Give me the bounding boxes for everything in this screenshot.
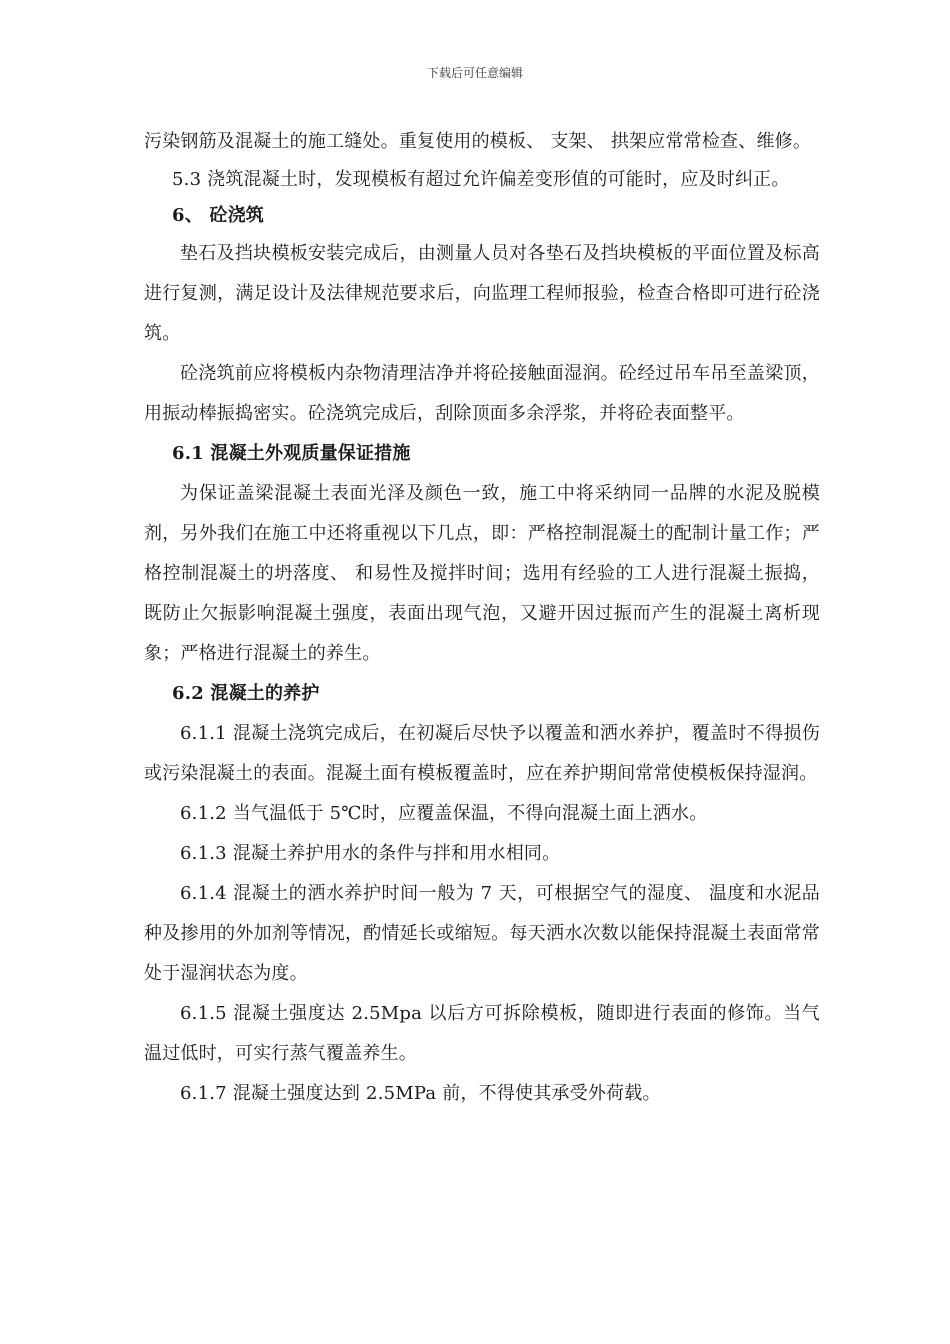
paragraph-quality-measures: 为保证盖梁混凝土表面光泽及颜色一致，施工中将采纳同一品牌的水泥及脱模剂，另外我们在施工中还将重视以下几点，即：严格控制混凝土的配制计量工作；严格控制混凝土的坍落度、 和易性及搅拌时间；选用有经验的工人进行混凝土振捣，既防止欠振影响混凝土强度，表面出现气泡，又避开因过振而产生的混凝土离析现象；严格进行混凝土的养生。 <box>144 483 820 664</box>
clause-6-1-3: 6.1.3 混凝土养护用水的条件与拌和用水相同。 <box>180 843 561 864</box>
clause-6-1-2: 6.1.2 当气温低于 5℃时，应覆盖保温，不得向混凝土面上洒水。 <box>180 803 708 824</box>
clause-6-1-7: 6.1.7 混凝土强度达到 2.5MPa 前，不得使其承受外荷载。 <box>180 1083 661 1104</box>
clause-5-3: 5.3 浇筑混凝土时，发现模板有超过允许偏差变形值的可能时，应及时纠正。 <box>172 169 790 190</box>
clause-6-1-5: 6.1.5 混凝土强度达 2.5Mpa 以后方可拆除模板，随即进行表面的修饰。当气温过低时，可实行蒸气覆盖养生。 <box>144 1003 820 1064</box>
paragraph-survey-check: 垫石及挡块模板安装完成后，由测量人员对各垫石及挡块模板的平面位置及标高进行复测，满足设计及法律规范要求后，向监理工程师报验，检查合格即可进行砼浇筑。 <box>144 243 820 344</box>
section-6-2-heading: 6.2 混凝土的养护 <box>172 683 320 704</box>
clause-6-1-4: 6.1.4 混凝土的洒水养护时间一般为 7 天，可根据空气的湿度、 温度和水泥品种及掺用的外加剂等情况，酌情延长或缩短。每天洒水次数以能保持混凝土表面常常处于湿润状态为度。 <box>144 883 820 984</box>
paragraph-pouring: 砼浇筑前应将模板内杂物清理洁净并将砼接触面湿润。砼经过吊车吊至盖梁顶，用振动棒振捣密实。砼浇筑完成后，刮除顶面多余浮浆，并将砼表面整平。 <box>144 363 820 424</box>
page-header: 下载后可任意编辑 <box>426 66 523 80</box>
section-6-1-heading: 6.1 混凝土外观质量保证措施 <box>172 443 411 464</box>
document-body <box>144 122 820 1114</box>
section-6-heading: 6、 砼浇筑 <box>172 205 264 226</box>
paragraph-formwork-maintenance: 污染钢筋及混凝土的施工缝处。重复使用的模板、 支架、 拱架应常常检查、维修。 <box>144 131 812 152</box>
clause-6-1-1: 6.1.1 混凝土浇筑完成后，在初凝后尽快予以覆盖和洒水养护，覆盖时不得损伤或污染混凝土的表面。混凝土面有模板覆盖时，应在养护期间常常使模板保持湿润。 <box>144 723 820 784</box>
